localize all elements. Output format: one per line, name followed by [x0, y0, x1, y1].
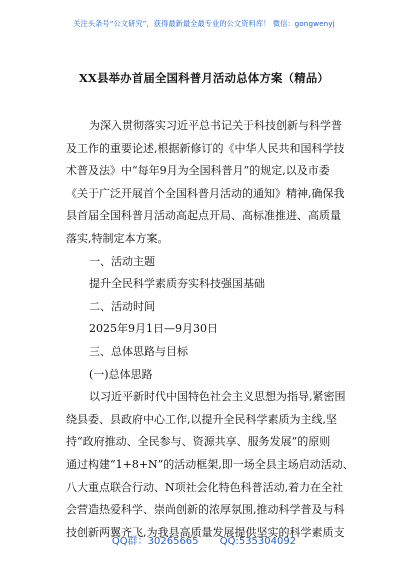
footer-contact	[0, 532, 408, 547]
body-line: 县首届全国科普月活动高起点开局、高标准推进、高质量	[66, 209, 341, 223]
body-line: 会营造热爱科学、崇尚创新的浓厚氛围,推动科学普及与科	[66, 503, 345, 517]
body-line: 三、总体思路与目标	[89, 344, 188, 358]
body-line: 二、活动时间	[89, 299, 155, 313]
body-line: 技创新两翼齐飞,为我县高质量发展提供坚实的科学素质支	[66, 525, 345, 539]
document-body	[66, 115, 354, 544]
body-line: 一、活动主题	[89, 254, 155, 268]
header-notice: 关注头条号“公文研究”，获得最新最全最专业的公文资料库！ 微信：gongwenyj	[73, 19, 335, 28]
body-line: 及工作的重要论述,根据新修订的《中华人民共和国科学技	[66, 141, 345, 155]
body-line: 八大重点联合行动、N项社会化特色科普活动,着力在全社	[66, 480, 344, 494]
body-line: 通过构建“1+8+N”的活动框架,即一场全县主场启动活动、	[66, 457, 354, 471]
body-line: 为深入贯彻落实习近平总书记关于科技创新与科学普	[89, 119, 342, 132]
qq-group: QQ群：30265665	[111, 536, 199, 547]
body-line: 提升全民科学素质夯实科技强国基础	[89, 277, 265, 291]
body-line: (一)总体思路	[89, 367, 153, 381]
body-line: 2025年9月1日—9月30日	[89, 322, 218, 336]
body-line: 持“政府推动、全民参与、资源共享、服务发展”的原则	[66, 435, 331, 449]
body-line: 落实,特制定本方案。	[66, 231, 169, 245]
body-line: 绕县委、县政府中心工作,以提升全民科学素质为主线,坚	[66, 412, 337, 426]
body-line: 以习近平新时代中国特色社会主义思想为指导,紧密围	[89, 390, 346, 404]
body-line: 术普及法》中“每年9月为全国科普月”的规定,以及市委	[66, 164, 330, 178]
document-title: XX县举办首届全国科普月活动总体方案（精品）	[78, 71, 330, 85]
qq-number: QQ:535304092	[219, 536, 297, 547]
body-line: 《关于广泛开展首个全国科普月活动的通知》精神,确保我	[66, 186, 345, 200]
